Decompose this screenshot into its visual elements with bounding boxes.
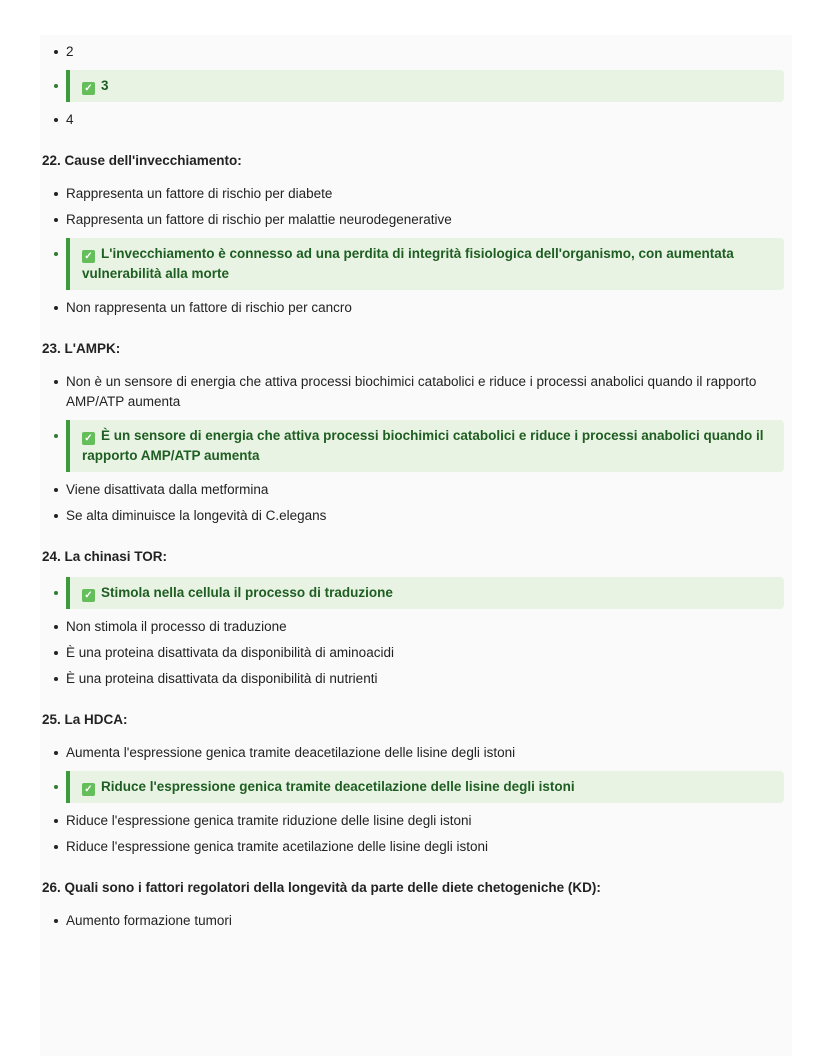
document-page	[40, 35, 792, 1056]
option	[58, 740, 784, 766]
question-24-title: 24. La chinasi TOR:	[42, 549, 168, 564]
correct-option	[58, 771, 784, 803]
option	[58, 39, 784, 65]
question-25-options	[58, 740, 784, 860]
correct-answer-box	[66, 771, 784, 803]
check-box-icon: ✓	[82, 250, 95, 263]
correct-option	[58, 70, 784, 102]
correct-answer-box	[66, 577, 784, 609]
option-text: Non stimola il processo di traduzione	[66, 619, 287, 634]
option-text: Stimola nella cellula il processo di traduzione	[101, 585, 393, 600]
option	[58, 503, 784, 529]
option	[58, 207, 784, 233]
option-text: 2	[66, 44, 74, 59]
option-text: Non rappresenta un fattore di rischio per cancro	[66, 300, 352, 315]
option-text: Viene disattivata dalla metformina	[66, 482, 269, 497]
option	[58, 640, 784, 666]
option-text: Riduce l'espressione genica tramite acetilazione delle lisine degli istoni	[66, 839, 489, 854]
option	[58, 614, 784, 640]
correct-answer-box	[66, 70, 784, 102]
question-21-options	[58, 39, 784, 133]
option	[58, 908, 784, 934]
option	[58, 834, 784, 860]
question-23-title: 23. L'AMPK:	[42, 341, 121, 356]
check-box-icon: ✓	[82, 432, 95, 445]
option-text: Riduce l'espressione genica tramite riduzione delle lisine degli istoni	[66, 813, 472, 828]
option-text: Aumento formazione tumori	[66, 913, 232, 928]
option	[58, 295, 784, 321]
question-22-options	[58, 181, 784, 321]
option-text: L'invecchiamento è connesso ad una perdita di integrità fisiologica dell'organismo, con aumentata vulnerabilità alla morte	[82, 246, 734, 281]
correct-option	[58, 420, 784, 472]
question-26-options	[58, 908, 784, 934]
quiz-content	[40, 39, 792, 934]
correct-option	[58, 577, 784, 609]
question-25-title: 25. La HDCA:	[42, 712, 128, 727]
option-text: Se alta diminuisce la longevità di C.elegans	[66, 508, 327, 523]
option-text: Rappresenta un fattore di rischio per malattie neurodegenerative	[66, 212, 452, 227]
option-text: È un sensore di energia che attiva processi biochimici catabolici e riduce i processi anabolici quando il rapporto AMP/ATP aumenta	[82, 428, 764, 463]
check-box-icon: ✓	[82, 783, 95, 796]
option	[58, 369, 784, 415]
option-text: 4	[66, 112, 74, 127]
check-box-icon: ✓	[82, 82, 95, 95]
option-text: Rappresenta un fattore di rischio per diabete	[66, 186, 333, 201]
correct-option	[58, 238, 784, 290]
correct-answer-box	[66, 420, 784, 472]
option-text: È una proteina disattivata da disponibilità di aminoacidi	[66, 645, 394, 660]
option	[58, 666, 784, 692]
question-24-options	[58, 577, 784, 692]
option-text: Non è un sensore di energia che attiva processi biochimici catabolici e riduce i processi anabolici quando il rapporto AMP/ATP aumenta	[66, 374, 757, 409]
option	[58, 808, 784, 834]
correct-answer-box	[66, 238, 784, 290]
option	[58, 107, 784, 133]
check-box-icon: ✓	[82, 589, 95, 602]
question-26-title: 26. Quali sono i fattori regolatori della longevità da parte delle diete chetogeniche (KD):	[42, 880, 601, 895]
option	[58, 181, 784, 207]
option-text: È una proteina disattivata da disponibilità di nutrienti	[66, 671, 378, 686]
option-text: Riduce l'espressione genica tramite deacetilazione delle lisine degli istoni	[101, 779, 575, 794]
option	[58, 477, 784, 503]
question-23-options	[58, 369, 784, 529]
option-text: Aumenta l'espressione genica tramite deacetilazione delle lisine degli istoni	[66, 745, 516, 760]
option-text: 3	[101, 78, 109, 93]
question-22-title: 22. Cause dell'invecchiamento:	[42, 153, 242, 168]
